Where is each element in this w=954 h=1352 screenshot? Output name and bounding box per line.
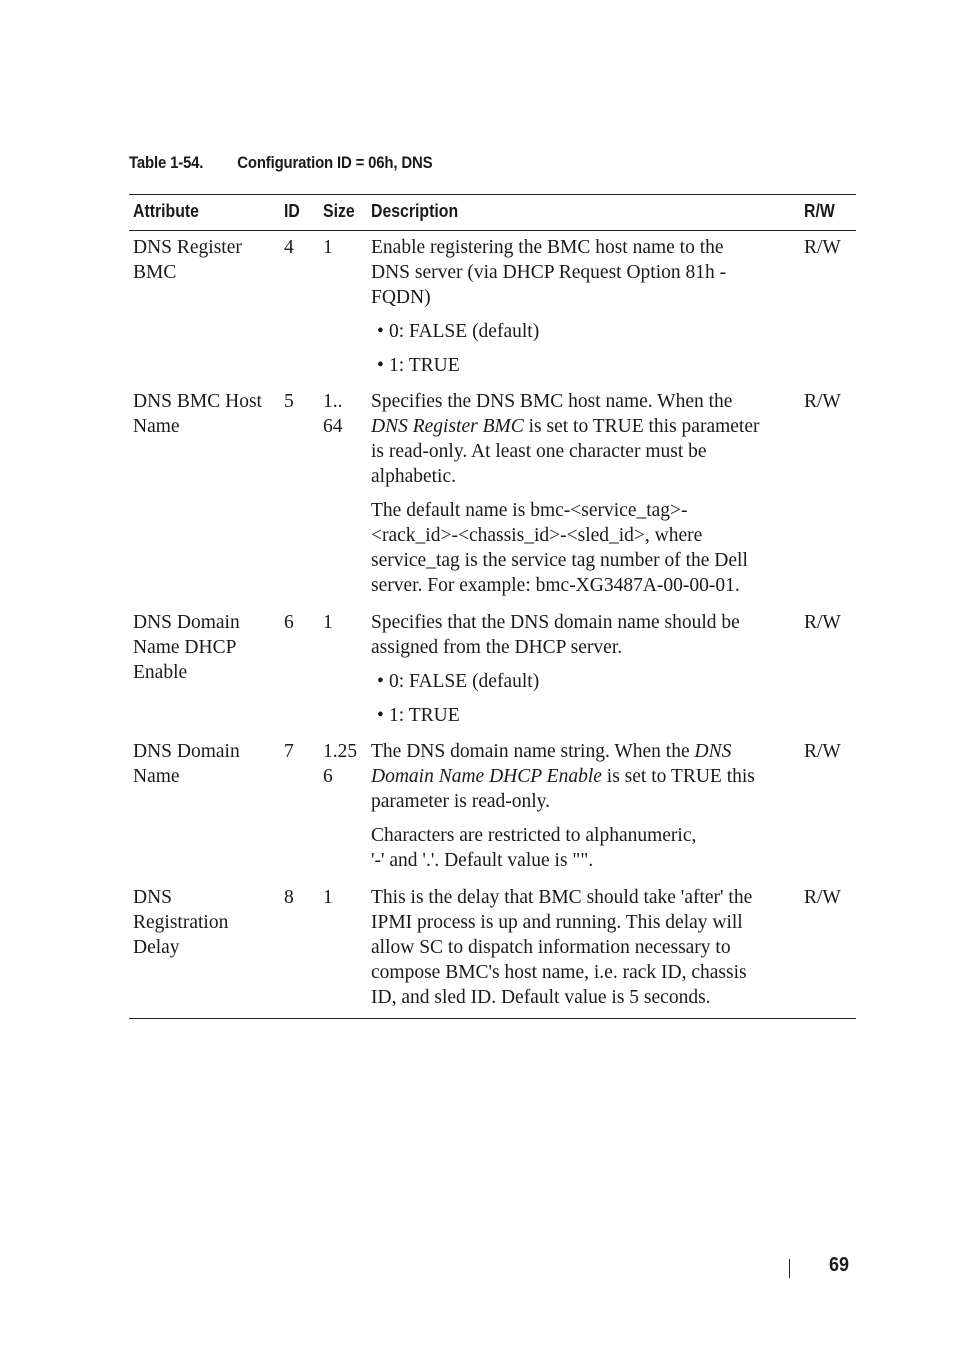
attribute-line: DNS Domain (133, 612, 240, 633)
bullet-text: 1: TRUE (389, 355, 460, 376)
row-rw: R/W (804, 887, 841, 908)
row-id: 5 (284, 391, 294, 412)
attribute-line: Enable (133, 662, 188, 683)
description-line: Characters are restricted to alphanumeric, (371, 825, 697, 846)
attribute-line: DNS Register (133, 237, 242, 258)
attribute-line: DNS (133, 887, 173, 908)
header-description: Description (371, 201, 459, 221)
description-line: <rack_id>-<chassis_id>-<sled_id>, where (371, 525, 703, 546)
row-description (371, 885, 752, 1010)
bullet-text: 0: FALSE (default) (389, 321, 540, 342)
size-line: 6 (323, 766, 333, 787)
bullet-text: 0: FALSE (default) (389, 671, 540, 692)
row-rw: R/W (804, 391, 841, 412)
row-size (323, 739, 357, 789)
header-id: ID (284, 201, 300, 221)
table-title: Configuration ID = 06h, DNS (237, 153, 433, 172)
description-line: allow SC to dispatch information necessary to (371, 937, 731, 958)
size-line: 1.. (323, 391, 343, 412)
row-attribute (133, 610, 240, 685)
row-rw: R/W (804, 612, 841, 633)
description-line: service_tag is the service tag number of the Dell (371, 550, 748, 571)
description-line: Specifies the DNS BMC host name. When the (371, 391, 733, 412)
header-rw: R/W (804, 201, 835, 221)
description-line: server. For example: bmc-XG3487A-00-00-01. (371, 575, 740, 596)
header-divider (129, 230, 856, 231)
bullet-item (371, 319, 539, 344)
row-attribute (133, 739, 240, 789)
emphasis-text: DNS (694, 741, 732, 762)
description-line (371, 764, 755, 789)
bullet-icon: • (377, 321, 384, 342)
row-size (323, 885, 333, 910)
footer-divider (789, 1259, 790, 1278)
description-line: This is the delay that BMC should take 'after' the (371, 887, 753, 908)
row-rw: R/W (804, 741, 841, 762)
row-description (371, 389, 760, 489)
attribute-line: Name (133, 416, 180, 437)
attribute-line: Delay (133, 937, 180, 958)
attribute-line: BMC (133, 262, 177, 283)
row-attribute (133, 885, 228, 960)
description-line: The default name is bmc-<service_tag>- (371, 500, 688, 521)
row-size (323, 235, 333, 260)
attribute-line: Registration (133, 912, 229, 933)
description-line: alphabetic. (371, 466, 456, 487)
attribute-line: DNS BMC Host (133, 391, 262, 412)
bullet-item (371, 669, 539, 694)
description-line: Enable registering the BMC host name to the (371, 237, 724, 258)
bullet-icon: • (377, 355, 384, 376)
bullet-icon: • (377, 671, 384, 692)
description-line: assigned from the DHCP server. (371, 637, 623, 658)
description-line: is read-only. At least one character must be (371, 441, 707, 462)
description-line: Specifies that the DNS domain name should be (371, 612, 740, 633)
description-line (371, 414, 760, 439)
size-line: 1 (323, 237, 333, 258)
row-rw: R/W (804, 237, 841, 258)
description-line: '-' and '.'. Default value is "". (371, 850, 594, 871)
bullet-icon: • (377, 705, 384, 726)
row-id: 4 (284, 237, 294, 258)
row-id: 6 (284, 612, 294, 633)
size-line: 1 (323, 887, 333, 908)
description-line: parameter is read-only. (371, 791, 551, 812)
emphasis-text: DNS Register BMC (371, 416, 524, 437)
table-number: Table 1-54. (129, 153, 204, 172)
row-description-paragraph (371, 498, 748, 598)
page-number: 69 (829, 1254, 850, 1276)
bullet-item (371, 353, 460, 378)
attribute-line: DNS Domain (133, 741, 240, 762)
row-attribute (133, 389, 262, 439)
description-text: The DNS domain name string. When the (371, 741, 695, 762)
row-description (371, 610, 740, 660)
attribute-line: Name (133, 766, 180, 787)
description-line: ID, and sled ID. Default value is 5 seconds. (371, 987, 711, 1008)
description-line (371, 739, 755, 764)
description-text: is set to TRUE this (601, 766, 755, 787)
description-line: FQDN) (371, 287, 431, 308)
row-description-paragraph (371, 823, 696, 873)
emphasis-text: Domain Name DHCP Enable (371, 766, 602, 787)
row-description (371, 739, 755, 814)
row-id: 8 (284, 887, 294, 908)
attribute-line: Name DHCP (133, 637, 237, 658)
description-line: compose BMC's host name, i.e. rack ID, chassis (371, 962, 747, 983)
row-size (323, 389, 343, 439)
description-line: DNS server (via DHCP Request Option 81h - (371, 262, 727, 283)
size-line: 1.25 (323, 741, 358, 762)
row-description (371, 235, 726, 310)
size-line: 64 (323, 416, 343, 437)
bullet-item (371, 703, 460, 728)
description-line: IPMI process is up and running. This delay will (371, 912, 743, 933)
row-id: 7 (284, 741, 294, 762)
header-size: Size (323, 201, 355, 221)
description-text: is set to TRUE this parameter (523, 416, 760, 437)
row-attribute (133, 235, 242, 285)
configuration-table (129, 194, 856, 1019)
table-caption (129, 153, 432, 173)
bullet-text: 1: TRUE (389, 705, 460, 726)
row-size (323, 610, 333, 635)
size-line: 1 (323, 612, 333, 633)
header-attribute: Attribute (133, 201, 199, 221)
